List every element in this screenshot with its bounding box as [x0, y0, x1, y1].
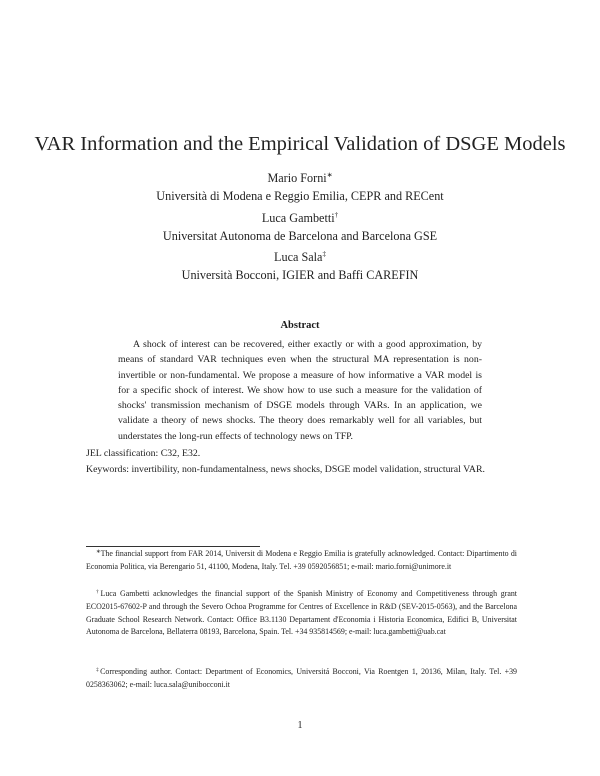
footnote-marker: † — [334, 211, 339, 219]
keywords: Keywords: invertibility, non-fundamentalness, news shocks, DSGE model validation, structural VAR. — [86, 464, 485, 475]
page-number: 1 — [297, 720, 303, 731]
author-name: Luca Gambetti† — [261, 211, 339, 225]
footnote-marker: ‡ — [322, 250, 326, 258]
author-name: Luca Sala‡ — [274, 250, 326, 264]
footnote-divider — [86, 546, 260, 547]
author-affiliation: Universitat Autonoma de Barcelona and Barcelona GSE — [162, 229, 438, 243]
footnote: ∗The financial support from FAR 2014, Universit di Modena e Reggio Emilia is gratefully acknowledged. Contact: Dipartimento di Economia Politica, via Berengario 51, 41100, Modena, Italy. Tel. +39 0592056851; e-mail: mario.forni@unimore.it — [86, 549, 517, 571]
footnote-marker: ∗ — [326, 171, 333, 179]
author-affiliation: Università Bocconi, IGIER and Baffi CAREFIN — [181, 268, 419, 282]
author-affiliation: Università di Modena e Reggio Emilia, CEPR and RECent — [156, 189, 444, 203]
paper-title: VAR Information and the Empirical Validation of DSGE Models — [34, 133, 566, 155]
footnote: ‡Corresponding author. Contact: Department of Economics, Universitá Bocconi, Via Roentgen 1, 20136, Milan, Italy. Tel. +39 0258363062; e-mail: luca.sala@unibocconi.it — [86, 667, 518, 689]
author-name: Mario Forni∗ — [267, 171, 333, 185]
abstract-heading: Abstract — [280, 320, 320, 331]
jel-classification: JEL classification: C32, E32. — [86, 448, 201, 459]
abstract-text: A shock of interest can be recovered, either exactly or with a good approximation, by means of standard VAR techniques even when the structural MA representation is non-invertible or non-fundamental. We propose a measure of how informative a VAR model is for a specific shock of interest. We show how to use such a measure for the validation of shocks' transmission mechanism of DSGE models through VARs. In an application, we validate a theory of news shocks. The theory does remarkably well for all variables, but understates the long-run effects of technology news on TFP. — [118, 339, 482, 442]
footnote: †Luca Gambetti acknowledges the financial support of the Spanish Ministry of Economy and Competitiveness through grant ECO2015-67602-P and through the Severo Ochoa Programme for Centres of Excellence in R&D (SEV-2015-0563), and the Barcelona Graduate School Research Network. Contact: Office B3.1130 Departament d'Economia i Historia Economica, Edifici B, Universitat Autonoma de Barcelona, Bellaterra 08193, Barcelona, Spain. Tel. +34 935814569; e-mail: luca.gambetti@uab.cat — [86, 589, 517, 637]
